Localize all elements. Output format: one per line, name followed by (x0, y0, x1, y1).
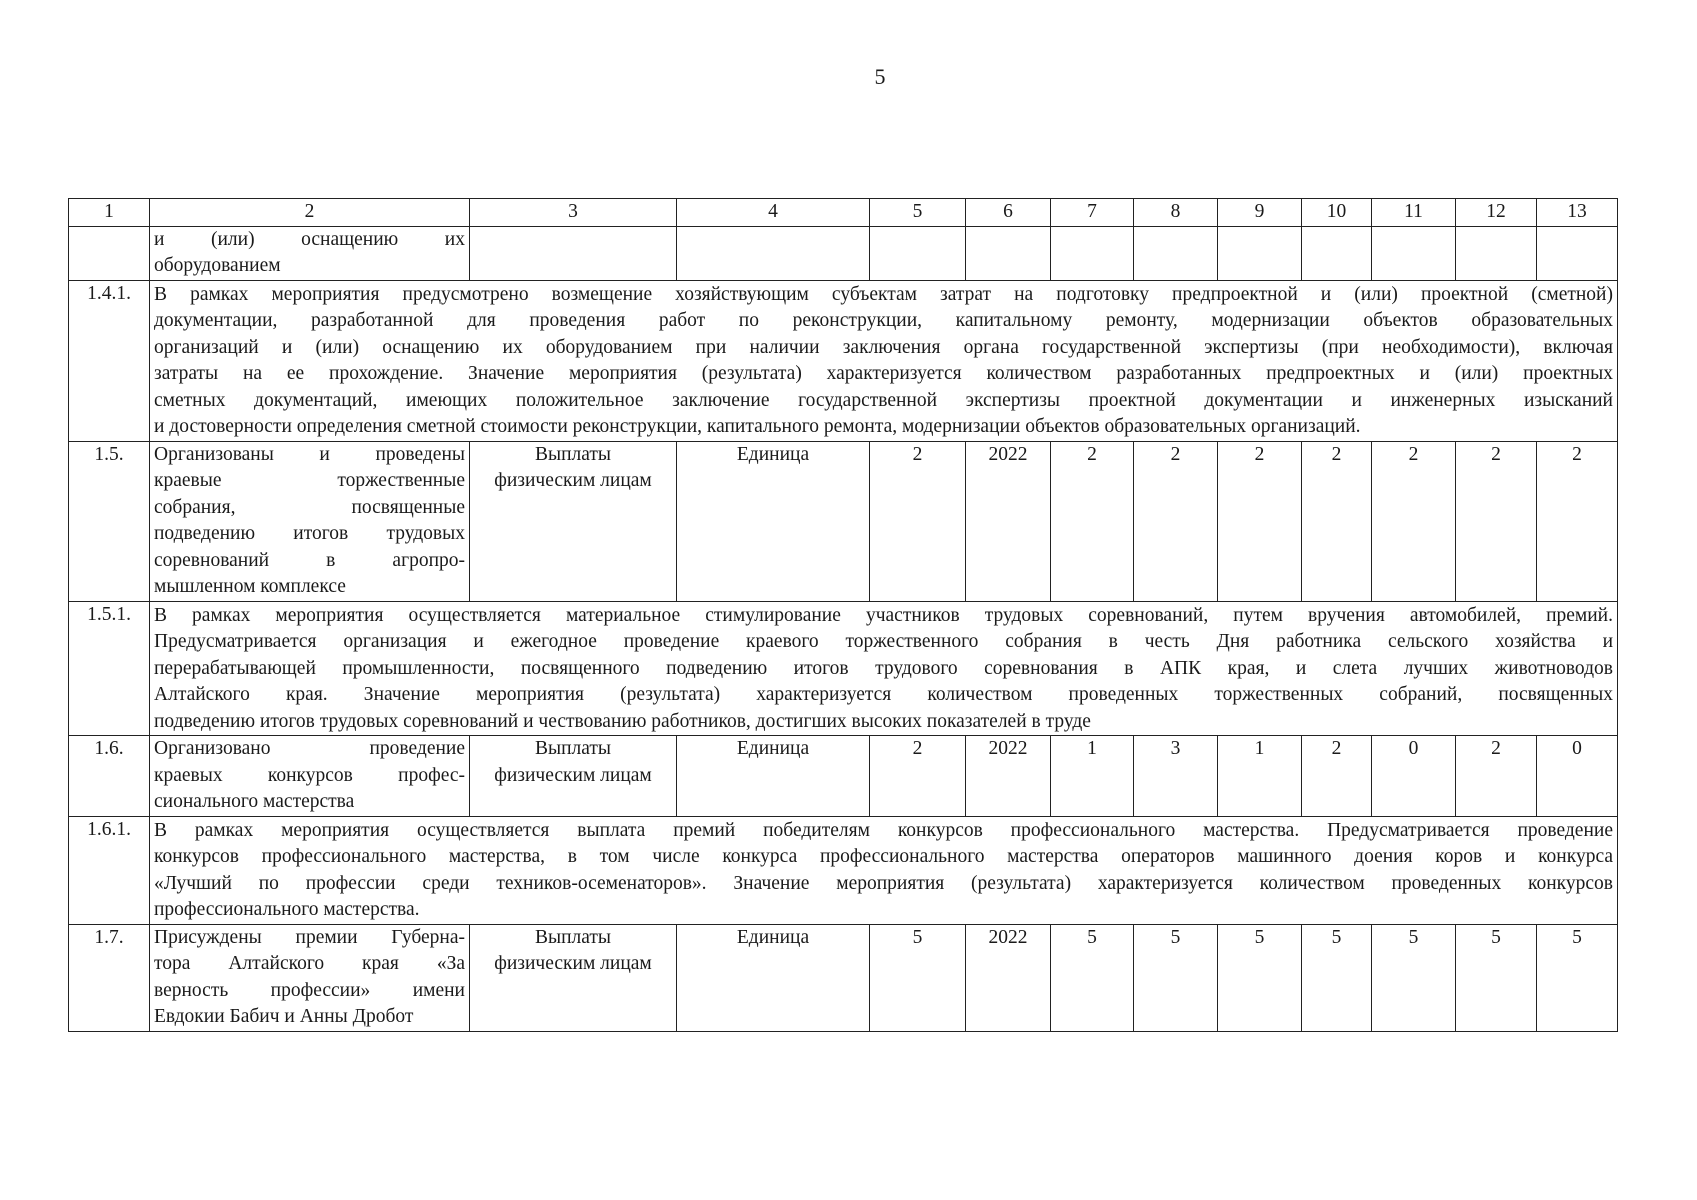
unit (677, 226, 870, 280)
value-col-6: 2022 (966, 736, 1051, 817)
value-col-6 (966, 226, 1051, 280)
value-col-13: 0 (1537, 736, 1618, 817)
header-cell-11: 11 (1372, 199, 1456, 227)
value-col-12 (1456, 226, 1537, 280)
value-col-12: 2 (1456, 736, 1537, 817)
payment-type (470, 226, 677, 280)
header-cell-10: 10 (1302, 199, 1372, 227)
value-col-12: 5 (1456, 924, 1537, 1031)
value-col-10 (1302, 226, 1372, 280)
description-line: подведению итогов трудовых соревнований и чествованию работников, достигших высоких показателей в труде (154, 710, 1091, 732)
measure-name-line: мышленном комплексе (154, 576, 346, 597)
payment-type (470, 736, 677, 817)
description-line: документации, разработанной для проведения работ по реконструкции, капитальному ремонту, модернизации объектов образовательных (154, 310, 1613, 331)
measure-name-line: сионального мастерства (154, 791, 355, 812)
payment-type (470, 441, 677, 601)
value-col-11: 0 (1372, 736, 1456, 817)
unit: Единица (677, 924, 870, 1031)
value-col-6: 2022 (966, 441, 1051, 601)
measure-name-line: и (или) оснащению их (154, 228, 465, 250)
measure-row (69, 736, 1618, 817)
value-col-10: 2 (1302, 736, 1372, 817)
header-cell-4: 4 (677, 199, 870, 227)
payment-type-line: физическим лицам (494, 953, 652, 974)
value-col-13 (1537, 226, 1618, 280)
description-line: затраты на ее прохождение. Значение мероприятия (результата) характеризуется количеством разработанных предпроектных и (или) проектных (154, 363, 1613, 384)
payment-type-line: Выплаты (534, 738, 612, 759)
description-text (150, 601, 1618, 736)
description-text (150, 280, 1618, 441)
measure-name-line: подведению итогов трудовых (154, 523, 465, 544)
header-cell-6: 6 (966, 199, 1051, 227)
description-row (69, 280, 1618, 441)
description-line: Алтайского края. Значение мероприятия (результата) характеризуется количеством проведенных торжественных собраний, посвященных (154, 684, 1613, 705)
header-cell-2: 2 (150, 199, 470, 227)
value-col-11 (1372, 226, 1456, 280)
measure-name-line: краевые торжественные (154, 470, 465, 491)
header-cell-13: 13 (1537, 199, 1618, 227)
value-col-9: 2 (1218, 441, 1302, 601)
measure-row (69, 441, 1618, 601)
description-row (69, 601, 1618, 736)
measure-name-line: Присуждены премии Губерна- (154, 926, 465, 948)
value-col-10: 5 (1302, 924, 1372, 1031)
value-col-7 (1051, 226, 1134, 280)
description-line: В рамках мероприятия осуществляется материальное стимулирование участников трудовых соревнований, путем вручения автомобилей, премий. (154, 604, 1613, 626)
value-col-13: 5 (1537, 924, 1618, 1031)
measure-name-line: краевых конкурсов профес- (154, 764, 465, 786)
unit: Единица (677, 736, 870, 817)
table-body (69, 199, 1618, 1032)
row-number: 1.7. (69, 924, 150, 1031)
description-line: перерабатывающей промышленности, посвященного подведению итогов трудового соревнования в АПК края, и слета лучших животноводов (154, 657, 1613, 679)
measure-name-line: Евдокии Бабич и Анны Дробот (154, 1006, 414, 1027)
description-line: В рамках мероприятия предусмотрено возмещение хозяйствующим субъектам затрат на подготовку предпроектной и (или) проектной (сметной) (154, 283, 1613, 305)
header-cell-3: 3 (470, 199, 677, 227)
header-cell-8: 8 (1134, 199, 1218, 227)
measure-name-line: Организованы и проведены (154, 443, 465, 465)
value-col-7: 2 (1051, 441, 1134, 601)
row-number: 1.4.1. (69, 280, 150, 441)
description-line: сметных документаций, имеющих положительное заключение государственной экспертизы проектной документации и инженерных изысканий (154, 389, 1613, 411)
payment-type-line: физическим лицам (494, 764, 652, 786)
value-col-11: 2 (1372, 441, 1456, 601)
measure-name (150, 226, 470, 280)
value-col-5 (870, 226, 966, 280)
header-cell-5: 5 (870, 199, 966, 227)
measure-name (150, 924, 470, 1031)
row-number: 1.5. (69, 441, 150, 601)
measure-name-line: собрания, посвященные (154, 496, 465, 518)
value-col-7: 1 (1051, 736, 1134, 817)
value-col-6: 2022 (966, 924, 1051, 1031)
description-text (150, 816, 1618, 924)
row-number: 1.5.1. (69, 601, 150, 736)
description-line: Предусматривается организация и ежегодное проведение краевого торжественного собрания в честь Дня работника сельского хозяйства и (154, 631, 1613, 652)
value-col-12: 2 (1456, 441, 1537, 601)
measure-row (69, 924, 1618, 1031)
measure-row (69, 226, 1618, 280)
value-col-5: 5 (870, 924, 966, 1031)
value-col-9: 5 (1218, 924, 1302, 1031)
header-cell-9: 9 (1218, 199, 1302, 227)
payment-type-line: Выплаты (534, 443, 612, 465)
row-number: 1.6. (69, 736, 150, 817)
row-number: 1.6.1. (69, 816, 150, 924)
value-col-13: 2 (1537, 441, 1618, 601)
description-line: и достоверности определения сметной стоимости реконструкции, капитального ремонта, модернизации объектов образовательных организаций. (154, 416, 1361, 437)
value-col-7: 5 (1051, 924, 1134, 1031)
measure-name (150, 736, 470, 817)
description-line: конкурсов профессионального мастерства, в том числе конкурса профессионального мастерства операторов машинного доения коров и конкурса (154, 846, 1613, 867)
value-col-10: 2 (1302, 441, 1372, 601)
measure-name-line: Организовано проведение (154, 738, 465, 759)
measures-table (68, 198, 1618, 1032)
value-col-8: 3 (1134, 736, 1218, 817)
value-col-8: 2 (1134, 441, 1218, 601)
description-row (69, 816, 1618, 924)
value-col-5: 2 (870, 441, 966, 601)
description-line: организаций и (или) оснащению их оборудованием при наличии заключения органа государственной экспертизы (при необходимости), включая (154, 336, 1613, 358)
row-number (69, 226, 150, 280)
header-cell-7: 7 (1051, 199, 1134, 227)
payment-type (470, 924, 677, 1031)
value-col-11: 5 (1372, 924, 1456, 1031)
value-col-9 (1218, 226, 1302, 280)
page-number: 5 (874, 64, 886, 89)
payment-type-line: Выплаты (534, 926, 612, 948)
header-row (69, 199, 1618, 227)
header-cell-12: 12 (1456, 199, 1537, 227)
measure-name-line: соревнований в агропро- (154, 549, 465, 571)
measure-name-line: оборудованием (154, 255, 281, 276)
value-col-8: 5 (1134, 924, 1218, 1031)
description-line: В рамках мероприятия осуществляется выплата премий победителям конкурсов профессионального мастерства. Предусматривается проведение (154, 819, 1613, 841)
value-col-9: 1 (1218, 736, 1302, 817)
header-cell-1: 1 (69, 199, 150, 227)
description-line: профессионального мастерства. (154, 899, 420, 920)
measure-name-line: верность профессии» имени (154, 979, 465, 1001)
value-col-5: 2 (870, 736, 966, 817)
description-line: «Лучший по профессии среди техников-осеменаторов». Значение мероприятия (результата) характеризуется количеством проведенных конкурсов (154, 872, 1613, 894)
value-col-8 (1134, 226, 1218, 280)
unit: Единица (677, 441, 870, 601)
payment-type-line: физическим лицам (494, 470, 652, 491)
measure-name-line: тора Алтайского края «За (154, 953, 465, 974)
measure-name (150, 441, 470, 601)
